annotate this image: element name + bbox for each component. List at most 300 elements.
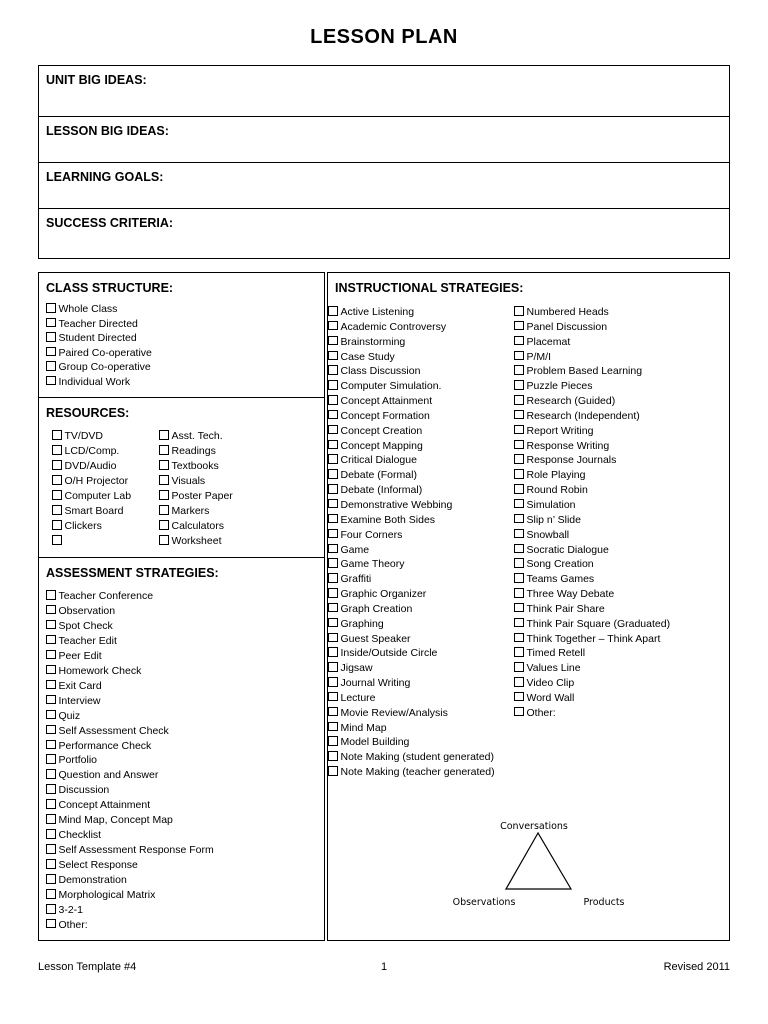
checkbox[interactable] <box>52 505 62 515</box>
checkbox[interactable] <box>514 692 524 702</box>
checkbox-label: Socratic Dialogue <box>526 543 609 556</box>
checkbox[interactable] <box>46 769 56 779</box>
checkbox-item <box>46 828 324 843</box>
checkbox-label: Performance Check <box>58 739 152 752</box>
checkbox-item <box>46 679 324 694</box>
checkbox[interactable] <box>328 692 338 702</box>
checkbox-item <box>514 483 729 498</box>
checkbox-item <box>514 320 729 335</box>
checkbox[interactable] <box>328 395 338 405</box>
checkbox-item <box>328 617 514 632</box>
checkbox-item <box>46 813 324 828</box>
checkbox-item <box>328 572 514 587</box>
checkbox-label: Group Co-operative <box>58 361 151 374</box>
checkbox-label: Snowball <box>526 528 570 541</box>
checkbox-label: DVD/Audio <box>64 460 117 472</box>
checkbox[interactable] <box>328 469 338 479</box>
checkbox-item <box>328 483 514 498</box>
checkbox[interactable] <box>328 722 338 732</box>
checkbox[interactable] <box>159 490 169 500</box>
checkbox-item <box>46 634 324 649</box>
checkbox-label: Concept Mapping <box>340 439 423 452</box>
resources-list-col1 <box>52 429 159 549</box>
checkbox-label: Puzzle Pieces <box>526 380 593 393</box>
checkbox-item <box>328 498 514 513</box>
checkbox[interactable] <box>159 460 169 470</box>
resources-list-col2 <box>159 429 233 549</box>
checkbox[interactable] <box>46 889 56 899</box>
checkbox[interactable] <box>159 445 169 455</box>
checkbox[interactable] <box>328 573 338 583</box>
checkbox-label: 3-2-1 <box>58 904 84 917</box>
checkbox[interactable] <box>514 677 524 687</box>
checkbox[interactable] <box>328 440 338 450</box>
checkbox-label: Response Writing <box>526 439 610 452</box>
checkbox-item <box>514 453 729 468</box>
checkbox-label: Teacher Edit <box>58 634 117 647</box>
checkbox-item <box>328 335 514 350</box>
checkbox-item <box>514 394 729 409</box>
checkbox-item <box>328 320 514 335</box>
checkbox[interactable] <box>514 647 524 657</box>
checkbox-label: Clickers <box>64 520 102 532</box>
checkbox-label: Morphological Matrix <box>58 889 156 902</box>
checkbox[interactable] <box>46 904 56 914</box>
checkbox[interactable] <box>328 707 338 717</box>
checkbox-label: Self Assessment Check <box>58 724 169 737</box>
checkbox[interactable] <box>328 647 338 657</box>
checkbox-item <box>46 843 324 858</box>
checkbox-item <box>514 646 729 661</box>
checkbox-label: Four Corners <box>340 528 403 541</box>
checkbox[interactable] <box>46 650 56 660</box>
checkbox[interactable] <box>159 475 169 485</box>
checkbox[interactable] <box>514 365 524 375</box>
checkbox[interactable] <box>514 484 524 494</box>
checkbox-item <box>46 903 324 918</box>
checkbox[interactable] <box>328 558 338 568</box>
checkbox[interactable] <box>46 844 56 854</box>
checkbox[interactable] <box>46 635 56 645</box>
checkbox[interactable] <box>328 365 338 375</box>
checkbox-label: Case Study <box>340 350 395 363</box>
checkbox-item <box>328 765 514 780</box>
checkbox-item <box>159 474 233 489</box>
checkbox[interactable] <box>514 321 524 331</box>
checkbox[interactable] <box>328 766 338 776</box>
checkbox[interactable] <box>328 484 338 494</box>
assessment-strategies-list <box>39 589 324 933</box>
checkbox-label: Word Wall <box>526 691 575 704</box>
checkbox-label: Three Way Debate <box>526 588 615 601</box>
checkbox[interactable] <box>514 351 524 361</box>
checkbox[interactable] <box>328 544 338 554</box>
checkbox[interactable] <box>514 410 524 420</box>
checkbox-label: Role Playing <box>526 469 586 482</box>
checkbox-label: Model Building <box>340 736 410 749</box>
checkbox[interactable] <box>514 380 524 390</box>
checkbox[interactable] <box>46 829 56 839</box>
checkbox[interactable] <box>514 395 524 405</box>
checkbox-item <box>328 735 514 750</box>
checkbox-item <box>514 364 729 379</box>
checkbox-item <box>46 664 324 679</box>
checkbox[interactable] <box>52 520 62 530</box>
checkbox-item <box>328 453 514 468</box>
checkbox-label: O/H Projector <box>64 475 129 487</box>
checkbox-label: Self Assessment Response Form <box>58 844 214 857</box>
checkbox[interactable] <box>514 662 524 672</box>
checkbox-item <box>328 528 514 543</box>
checkbox-item <box>46 724 324 739</box>
checkbox[interactable] <box>514 544 524 554</box>
checkbox-item <box>159 459 233 474</box>
checkbox[interactable] <box>514 558 524 568</box>
instructional-strategies-section <box>327 272 730 941</box>
checkbox-label: Poster Paper <box>171 490 233 502</box>
success-criteria-box <box>39 208 729 258</box>
checkbox-item <box>514 632 729 647</box>
checkbox-label: Discussion <box>58 784 110 797</box>
checkbox[interactable] <box>52 430 62 440</box>
unit-big-ideas-box <box>39 66 729 116</box>
checkbox-item <box>52 474 159 489</box>
checkbox[interactable] <box>514 499 524 509</box>
checkbox[interactable] <box>514 603 524 613</box>
checkbox-label: Markers <box>171 505 210 517</box>
checkbox[interactable] <box>52 535 62 545</box>
checkbox-label: Individual Work <box>58 375 131 388</box>
checkbox-label: Textbooks <box>171 460 219 472</box>
checkbox-label: Graphic Organizer <box>340 588 427 601</box>
checkbox-label: Other: <box>58 918 88 931</box>
checkbox[interactable] <box>46 814 56 824</box>
checkbox-item <box>46 604 324 619</box>
checkbox-label: Problem Based Learning <box>526 365 643 378</box>
checkbox[interactable] <box>159 520 169 530</box>
assessment-strategies-heading: ASSESSMENT STRATEGIES: <box>46 566 219 580</box>
checkbox-item <box>514 617 729 632</box>
checkbox-item <box>46 768 324 783</box>
checkbox-label: Note Making (teacher generated) <box>340 766 495 779</box>
success-criteria-label: SUCCESS CRITERIA: <box>46 216 174 230</box>
checkbox-item <box>514 335 729 350</box>
checkbox[interactable] <box>328 529 338 539</box>
checkbox[interactable] <box>514 306 524 316</box>
checkbox-item <box>328 468 514 483</box>
checkbox-item <box>328 513 514 528</box>
checkbox-label: Calculators <box>171 520 225 532</box>
checkbox-item <box>514 587 729 602</box>
checkbox-item <box>46 783 324 798</box>
checkbox[interactable] <box>328 736 338 746</box>
checkbox-label: Slip n’ Slide <box>526 513 581 526</box>
checkbox-item <box>514 676 729 691</box>
checkbox-item <box>46 858 324 873</box>
checkbox-item <box>46 346 324 361</box>
checkbox-label: Concept Attainment <box>340 395 433 408</box>
triangle-label-observations: Observations <box>452 897 516 908</box>
checkbox[interactable] <box>328 499 338 509</box>
checkbox-item <box>514 498 729 513</box>
checkbox-item <box>52 504 159 519</box>
checkbox[interactable] <box>514 618 524 628</box>
checkbox[interactable] <box>46 799 56 809</box>
checkbox[interactable] <box>514 707 524 717</box>
checkbox-label: Class Discussion <box>340 365 421 378</box>
checkbox-label: Response Journals <box>526 454 617 467</box>
checkbox-label: P/M/I <box>526 350 552 363</box>
checkbox-label: Guest Speaker <box>340 632 411 645</box>
checkbox-label: Timed Retell <box>526 647 586 660</box>
footer-template-name: Lesson Template #4 <box>38 961 137 973</box>
checkbox-item <box>328 557 514 572</box>
checkbox[interactable] <box>328 336 338 346</box>
checkbox[interactable] <box>328 410 338 420</box>
checkbox[interactable] <box>328 751 338 761</box>
checkbox[interactable] <box>46 784 56 794</box>
checkbox-item <box>514 513 729 528</box>
checkbox-item <box>328 364 514 379</box>
checkbox[interactable] <box>46 740 56 750</box>
checkbox-label: Debate (Formal) <box>340 469 417 482</box>
checkbox-item <box>328 706 514 721</box>
checkbox[interactable] <box>328 306 338 316</box>
checkbox[interactable] <box>46 680 56 690</box>
checkbox-label: Debate (Informal) <box>340 484 423 497</box>
checkbox-item <box>514 424 729 439</box>
checkbox-label: Worksheet <box>171 535 222 547</box>
checkbox[interactable] <box>46 754 56 764</box>
checkbox[interactable] <box>514 425 524 435</box>
checkbox-label: Think Pair Share <box>526 602 605 615</box>
checkbox-item <box>328 394 514 409</box>
checkbox[interactable] <box>514 633 524 643</box>
checkbox-label: Smart Board <box>64 505 124 517</box>
footer-revision: Revised 2011 <box>663 961 731 973</box>
page-title: LESSON PLAN <box>310 26 458 48</box>
checkbox-item <box>46 918 324 933</box>
checkbox[interactable] <box>514 440 524 450</box>
checkbox-item <box>514 572 729 587</box>
checkbox-label: Portfolio <box>58 754 98 767</box>
checkbox-label: Readings <box>171 445 216 457</box>
checkbox-item <box>52 489 159 504</box>
checkbox[interactable] <box>46 318 56 328</box>
checkbox-label: Demonstration <box>58 874 127 887</box>
checkbox-label: Think Pair Square (Graduated) <box>526 617 671 630</box>
checkbox-label: Peer Edit <box>58 649 102 662</box>
checkbox-item <box>514 706 729 721</box>
checkbox-label: Student Directed <box>58 332 137 345</box>
checkbox[interactable] <box>159 430 169 440</box>
checkbox-label: Interview <box>58 694 101 707</box>
checkbox[interactable] <box>514 514 524 524</box>
learning-goals-label: LEARNING GOALS: <box>46 170 164 184</box>
checkbox-label: Research (Independent) <box>526 409 640 422</box>
checkbox[interactable] <box>328 588 338 598</box>
checkbox[interactable] <box>328 351 338 361</box>
checkbox-label: Examine Both Sides <box>340 513 436 526</box>
checkbox[interactable] <box>46 859 56 869</box>
checkbox-label: Concept Attainment <box>58 799 151 812</box>
checkbox[interactable] <box>328 380 338 390</box>
checkbox[interactable] <box>328 633 338 643</box>
checkbox[interactable] <box>52 460 62 470</box>
checkbox[interactable] <box>46 874 56 884</box>
checkbox-item <box>52 459 159 474</box>
checkbox[interactable] <box>46 361 56 371</box>
class-structure-heading: CLASS STRUCTURE: <box>46 281 174 295</box>
checkbox-item <box>46 649 324 664</box>
checkbox-label: Critical Dialogue <box>340 454 417 467</box>
checkbox[interactable] <box>328 514 338 524</box>
checkbox-label: Movie Review/Analysis <box>340 706 448 719</box>
resources-section <box>39 397 324 558</box>
resources-grid <box>52 429 324 549</box>
checkbox-label: Think Together – Think Apart <box>526 632 661 645</box>
checkbox-item <box>514 691 729 706</box>
checkbox-label: Round Robin <box>526 484 588 497</box>
checkbox-label: Select Response <box>58 859 138 872</box>
checkbox-item <box>328 350 514 365</box>
checkbox-label: Teacher Directed <box>58 317 138 330</box>
checkbox[interactable] <box>46 376 56 386</box>
checkbox[interactable] <box>46 710 56 720</box>
unit-big-ideas-label: UNIT BIG IDEAS: <box>46 73 147 87</box>
checkbox-item <box>328 587 514 602</box>
checkbox[interactable] <box>52 445 62 455</box>
triangle-label-conversations: Conversations <box>500 821 568 832</box>
checkbox-item <box>514 557 729 572</box>
checkbox[interactable] <box>514 573 524 583</box>
checkbox[interactable] <box>46 303 56 313</box>
checkbox-label: Note Making (student generated) <box>340 751 495 764</box>
checkbox[interactable] <box>328 425 338 435</box>
checkbox-label: Computer Simulation. <box>340 380 442 393</box>
lesson-big-ideas-label: LESSON BIG IDEAS: <box>46 124 169 138</box>
checkbox-item <box>52 519 159 534</box>
checkbox-label: Panel Discussion <box>526 320 608 333</box>
class-structure-section <box>39 273 324 397</box>
resources-heading: RESOURCES: <box>46 406 130 420</box>
checkbox-item <box>514 305 729 320</box>
checkbox-label: Concept Formation <box>340 409 430 422</box>
checkbox-item <box>328 424 514 439</box>
checkbox[interactable] <box>159 505 169 515</box>
checkbox-label: Video Clip <box>526 677 575 690</box>
checkbox[interactable] <box>52 490 62 500</box>
checkbox-label: Mind Map <box>340 721 387 734</box>
checkbox-item <box>328 632 514 647</box>
class-structure-list <box>39 302 324 390</box>
checkbox[interactable] <box>159 535 169 545</box>
checkbox[interactable] <box>46 725 56 735</box>
checkbox-item <box>52 429 159 444</box>
checkbox-label: Checklist <box>58 829 102 842</box>
top-form <box>38 65 730 259</box>
checkbox-label: Game Theory <box>340 558 405 571</box>
checkbox-label: Song Creation <box>526 558 594 571</box>
checkbox-label: Teams Games <box>526 573 595 586</box>
checkbox-item <box>46 375 324 390</box>
checkbox-item <box>328 439 514 454</box>
checkbox[interactable] <box>328 603 338 613</box>
checkbox[interactable] <box>46 919 56 929</box>
checkbox-item <box>46 873 324 888</box>
checkbox[interactable] <box>46 620 56 630</box>
checkbox-label: Quiz <box>58 709 81 722</box>
checkbox[interactable] <box>328 618 338 628</box>
checkbox[interactable] <box>46 665 56 675</box>
checkbox[interactable] <box>514 336 524 346</box>
checkbox-label: Spot Check <box>58 619 113 632</box>
checkbox-label: Exit Card <box>58 679 102 692</box>
checkbox-label: Asst. Tech. <box>171 430 223 442</box>
checkbox-item <box>328 721 514 736</box>
checkbox-label: Computer Lab <box>64 490 132 502</box>
checkbox-label: Whole Class <box>58 303 118 315</box>
instructional-strategies-heading: INSTRUCTIONAL STRATEGIES: <box>335 281 524 295</box>
learning-goals-box <box>39 162 729 208</box>
checkbox-label: Brainstorming <box>340 335 406 348</box>
checkbox-label: Jigsaw <box>340 662 373 675</box>
checkbox-label: Observation <box>58 604 116 617</box>
instructional-list-col1 <box>328 305 514 780</box>
checkbox[interactable] <box>46 347 56 357</box>
checkbox[interactable] <box>514 469 524 479</box>
checkbox-item <box>46 619 324 634</box>
checkbox[interactable] <box>328 677 338 687</box>
checkbox[interactable] <box>46 590 56 600</box>
checkbox-label: Research (Guided) <box>526 395 616 408</box>
checkbox[interactable] <box>46 695 56 705</box>
checkbox[interactable] <box>514 454 524 464</box>
checkbox-label: Demonstrative Webbing <box>340 498 453 511</box>
checkbox-item <box>52 444 159 459</box>
checkbox-item <box>514 439 729 454</box>
checkbox-label: LCD/Comp. <box>64 445 120 457</box>
checkbox-item <box>328 676 514 691</box>
checkbox-item <box>328 543 514 558</box>
checkbox-item <box>514 409 729 424</box>
checkbox[interactable] <box>514 529 524 539</box>
footer-page-number: 1 <box>380 961 388 973</box>
checkbox-item <box>514 602 729 617</box>
checkbox-label: Graffiti <box>340 573 372 586</box>
checkbox-item <box>46 360 324 375</box>
checkbox[interactable] <box>46 332 56 342</box>
checkbox-label: Paired Co-operative <box>58 346 152 359</box>
checkbox-label: Placemat <box>526 335 571 348</box>
checkbox[interactable] <box>328 662 338 672</box>
checkbox[interactable] <box>46 605 56 615</box>
checkbox-item <box>52 534 159 549</box>
checkbox[interactable] <box>328 321 338 331</box>
checkbox-item <box>328 379 514 394</box>
checkbox-item <box>159 429 233 444</box>
checkbox-item <box>46 739 324 754</box>
checkbox-item <box>328 305 514 320</box>
checkbox-item <box>514 661 729 676</box>
checkbox-label: Numbered Heads <box>526 306 609 318</box>
checkbox[interactable] <box>52 475 62 485</box>
checkbox[interactable] <box>514 588 524 598</box>
left-column <box>38 272 325 941</box>
checkbox-item <box>514 528 729 543</box>
checkbox-item <box>514 543 729 558</box>
checkbox[interactable] <box>328 454 338 464</box>
